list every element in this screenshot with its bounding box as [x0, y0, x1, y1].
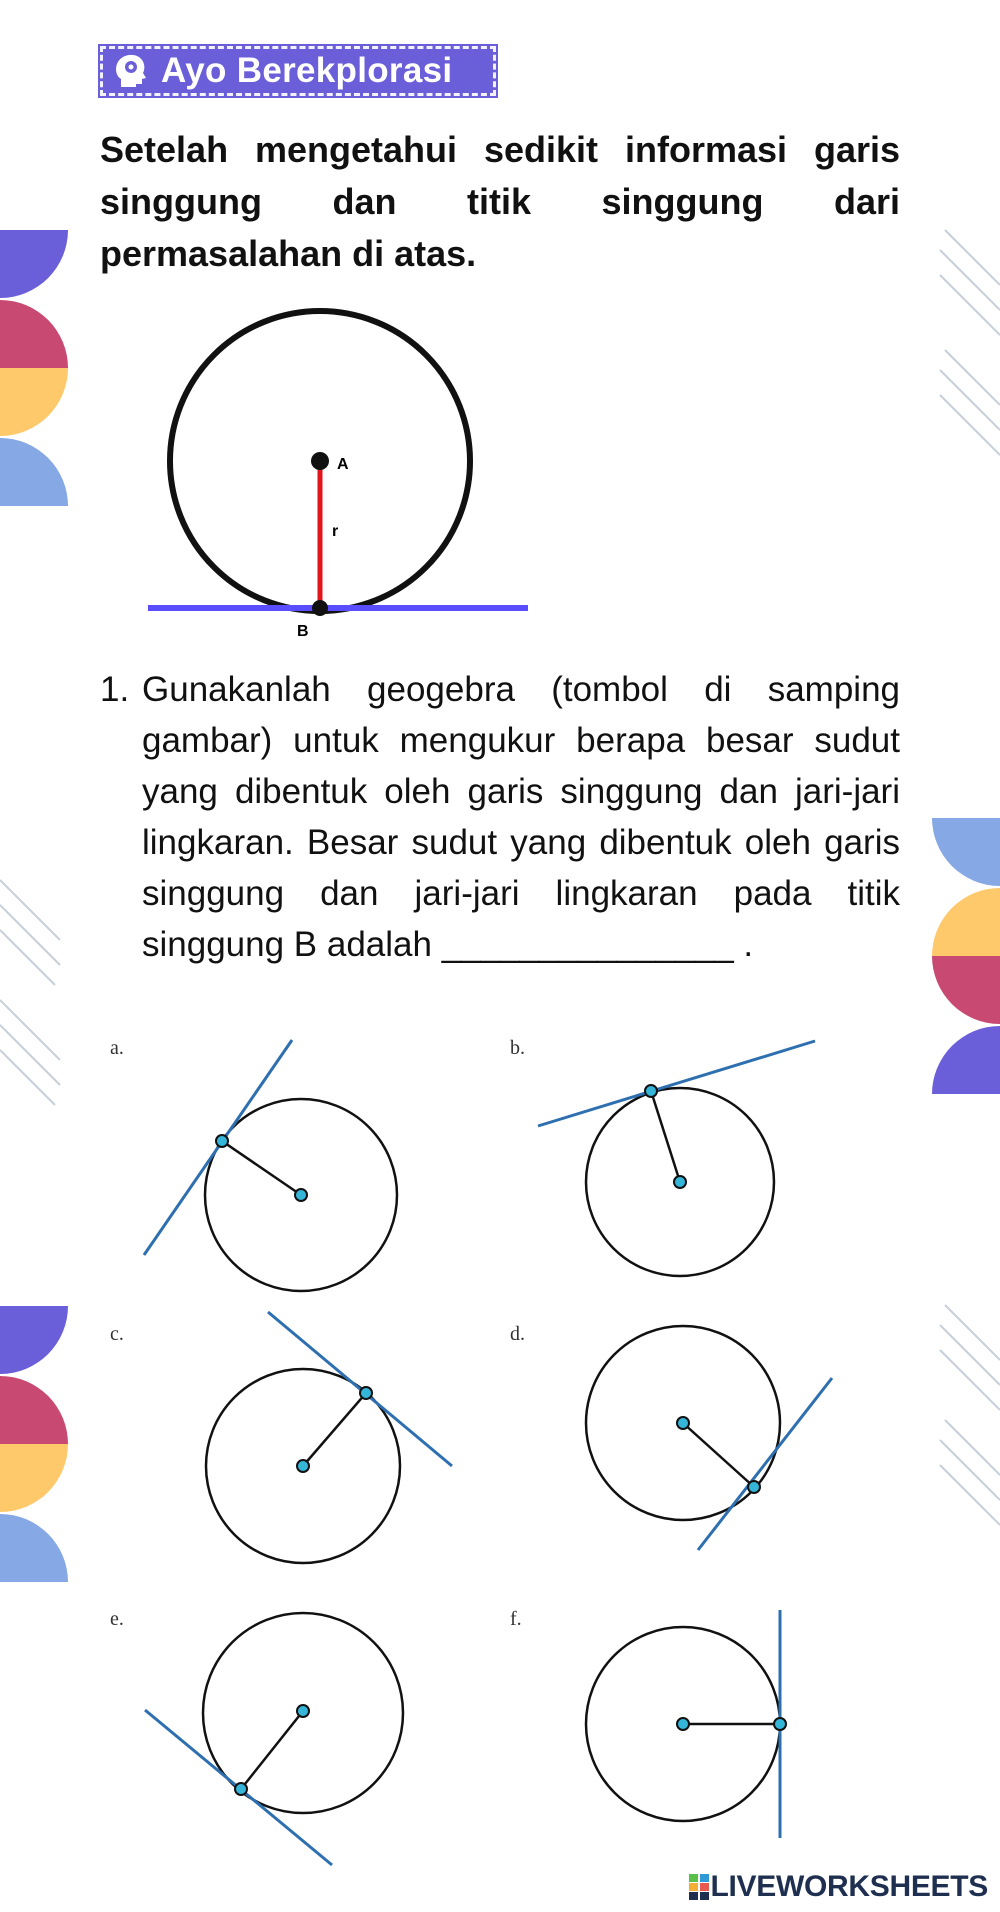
decor-half-circle-purple [932, 1026, 1000, 1094]
option-e-figure[interactable] [140, 1600, 420, 1870]
diagram-label-tangent-point: B [297, 623, 309, 640]
decor-half-circle-yellow [932, 888, 1000, 956]
option-c-figure[interactable] [190, 1300, 470, 1580]
decor-half-circle-pink [0, 300, 68, 368]
section-header-title: Ayo Berekplorasi [161, 51, 453, 90]
option-d-figure[interactable] [570, 1310, 850, 1560]
tangent-diagram [140, 300, 540, 650]
liveworksheets-logo-text: LIVEWORKSHEETS [710, 1870, 988, 1903]
diagram-center-point [311, 452, 329, 470]
diagram-label-center: A [337, 456, 349, 473]
decor-half-circle-yellow [0, 368, 68, 436]
option-letter-b: b. [510, 1037, 525, 1059]
decor-half-circle-blue [0, 438, 68, 506]
question-number: 1. [100, 670, 130, 709]
decor-half-circle-yellow [0, 1444, 68, 1512]
option-letter-a: a. [110, 1037, 124, 1059]
option-letter-d: d. [510, 1323, 525, 1345]
decor-half-circle-pink [932, 956, 1000, 1024]
decor-half-circle-pink [0, 1376, 68, 1444]
question-text: Gunakanlah geogebra (tombol di samping gambar) untuk mengukur berapa besar sudut yang dibentuk oleh garis singgung dan jari-jari lingkaran. Besar sudut yang dibentuk oleh garis singgung dan jari-jari lingkaran pada titik singgung B adalah _______________ . [142, 670, 900, 964]
option-letter-f: f. [510, 1608, 522, 1630]
liveworksheets-logo-icon [689, 1874, 709, 1900]
diagram-label-radius: r [332, 523, 339, 540]
option-b-figure[interactable] [530, 1030, 830, 1290]
decor-half-circle-purple [0, 1306, 68, 1374]
option-f-figure[interactable] [570, 1600, 810, 1840]
intro-text: Setelah mengetahui sedikit informasi garis singgung dan titik singgung dari permasalahan di atas. [100, 129, 900, 274]
head-gear-icon [111, 51, 151, 91]
decor-half-circle-purple [0, 230, 68, 298]
liveworksheets-logo[interactable] [689, 1870, 989, 1904]
option-a-figure[interactable] [130, 1030, 410, 1300]
diagram-tangent-point [312, 600, 328, 616]
option-letter-e: e. [110, 1608, 124, 1630]
decor-half-circle-blue [0, 1514, 68, 1582]
decor-half-circle-blue [932, 818, 1000, 886]
question-1 [100, 664, 900, 970]
section-header-badge [100, 46, 496, 96]
option-letter-c: c. [110, 1323, 124, 1345]
